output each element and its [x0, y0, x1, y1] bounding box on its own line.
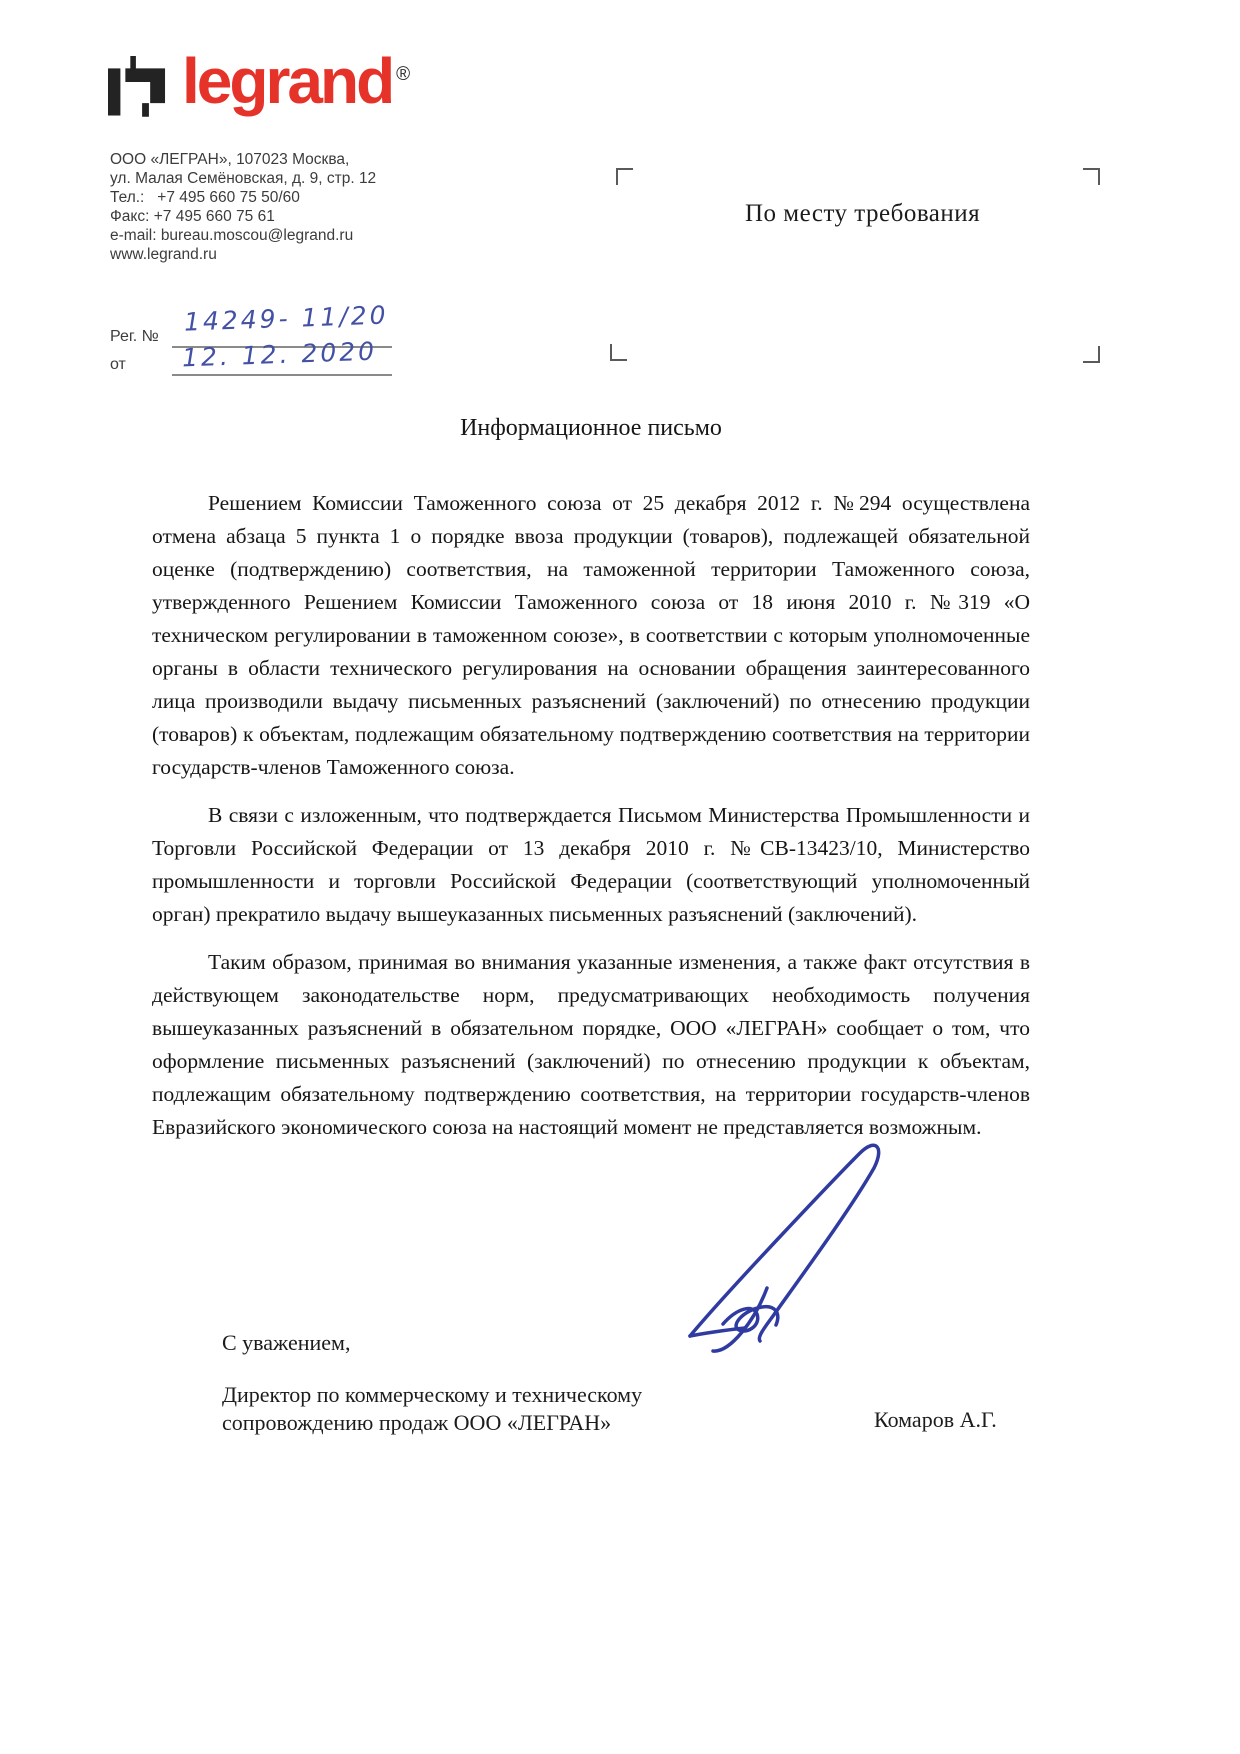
handwritten-reg-number: 14249- 11/20 [183, 300, 389, 337]
sender-contact-block [110, 150, 376, 264]
legrand-mark-icon [108, 56, 170, 118]
address-window-corner-bottom-right [1083, 346, 1100, 363]
paragraph-1: Решением Комиссии Таможенного союза от 25 декабря 2012 г. №294 осуществлена отмена абзаца 5 пункта 1 о порядке ввоза продукции (товаров), подлежащей обязательной оценке (подтверждению) соответствия, на таможенной территории Таможенного союза, утвержденного Решением Комиссии Таможенного союза от 18 июня 2010 г. №319 «О техническом регулировании в таможенном союзе», в соответствии с которым уполномоченные органы в области технического регулирования на основании обращения заинтересованного лица производили выдачу письменных разъяснений (заключений) по отнесению продукции (товаров) к объектам, подлежащим обязательному подтверждению соответствия на территории государств-членов Таможенного союза. [152, 491, 1030, 779]
date-underline [172, 374, 392, 376]
signer-name: Комаров А.Г. [874, 1407, 997, 1432]
signer-job-title-line1: Директор по коммерческому и техническому [222, 1382, 643, 1407]
signer-job-title [222, 1381, 642, 1437]
paragraph-3: Таким образом, принимая во внимания указанные изменения, а также факт отсутствия в действующем законодательстве норм, предусматривающих необходимость получения вышеуказанных разъяснений в обязательном порядке, ООО «ЛЕГРАН» сообщает о том, что оформление письменных разъяснений (заключений) по отнесению продукции к объектам, подлежащим обязательному подтверждению соответствия, на территории государств-членов Евразийского экономического союза на настоящий момент не представляется возможным. [152, 950, 1030, 1139]
contact-line-street: ул. Малая Семёновская, д. 9, стр. 12 [110, 170, 377, 187]
brand-text: legrand [182, 45, 393, 117]
recipient-text: По месту требования [745, 200, 981, 227]
address-window-corner-top-right [1083, 168, 1100, 185]
letter-title: Информационное письмо [460, 415, 722, 441]
handwritten-date: 12. 12. 2020 [181, 336, 378, 373]
signer-job-title-line2: сопровождению продаж ООО «ЛЕГРАН» [222, 1410, 612, 1435]
contact-line-fax: Факс: +7 495 660 75 61 [110, 208, 275, 225]
handwritten-signature [645, 1138, 945, 1353]
contact-line-website: www.legrand.ru [110, 246, 217, 263]
contact-line-phone: Тел.: +7 495 660 75 50/60 [110, 189, 300, 206]
registered-trademark-symbol: ® [396, 64, 411, 85]
address-window-corner-bottom-left [610, 344, 627, 361]
address-window-corner-top-left [616, 168, 633, 185]
date-from-label: от [110, 356, 126, 373]
contact-line-company: ООО «ЛЕГРАН», 107023 Москва, [110, 151, 350, 168]
paragraph-2: В связи с изложенным, что подтверждается Письмом Министерства Промышленности и Торговли Российской Федерации от 13 декабря 2010 г. №СВ-13423/10, Министерство промышленности и торговли Российской Федерации (соответствующий уполномоченный орган) прекратило выдачу вышеуказанных письменных разъяснений (заключений). [152, 803, 1030, 926]
legrand-wordmark [182, 45, 411, 117]
contact-line-email: e-mail: bureau.moscou@legrand.ru [110, 227, 354, 244]
letter-body [152, 412, 1030, 1159]
reg-number-label: Рег. № [110, 328, 159, 345]
closing-salutation: С уважением, [222, 1330, 351, 1355]
legrand-logo [108, 45, 411, 118]
